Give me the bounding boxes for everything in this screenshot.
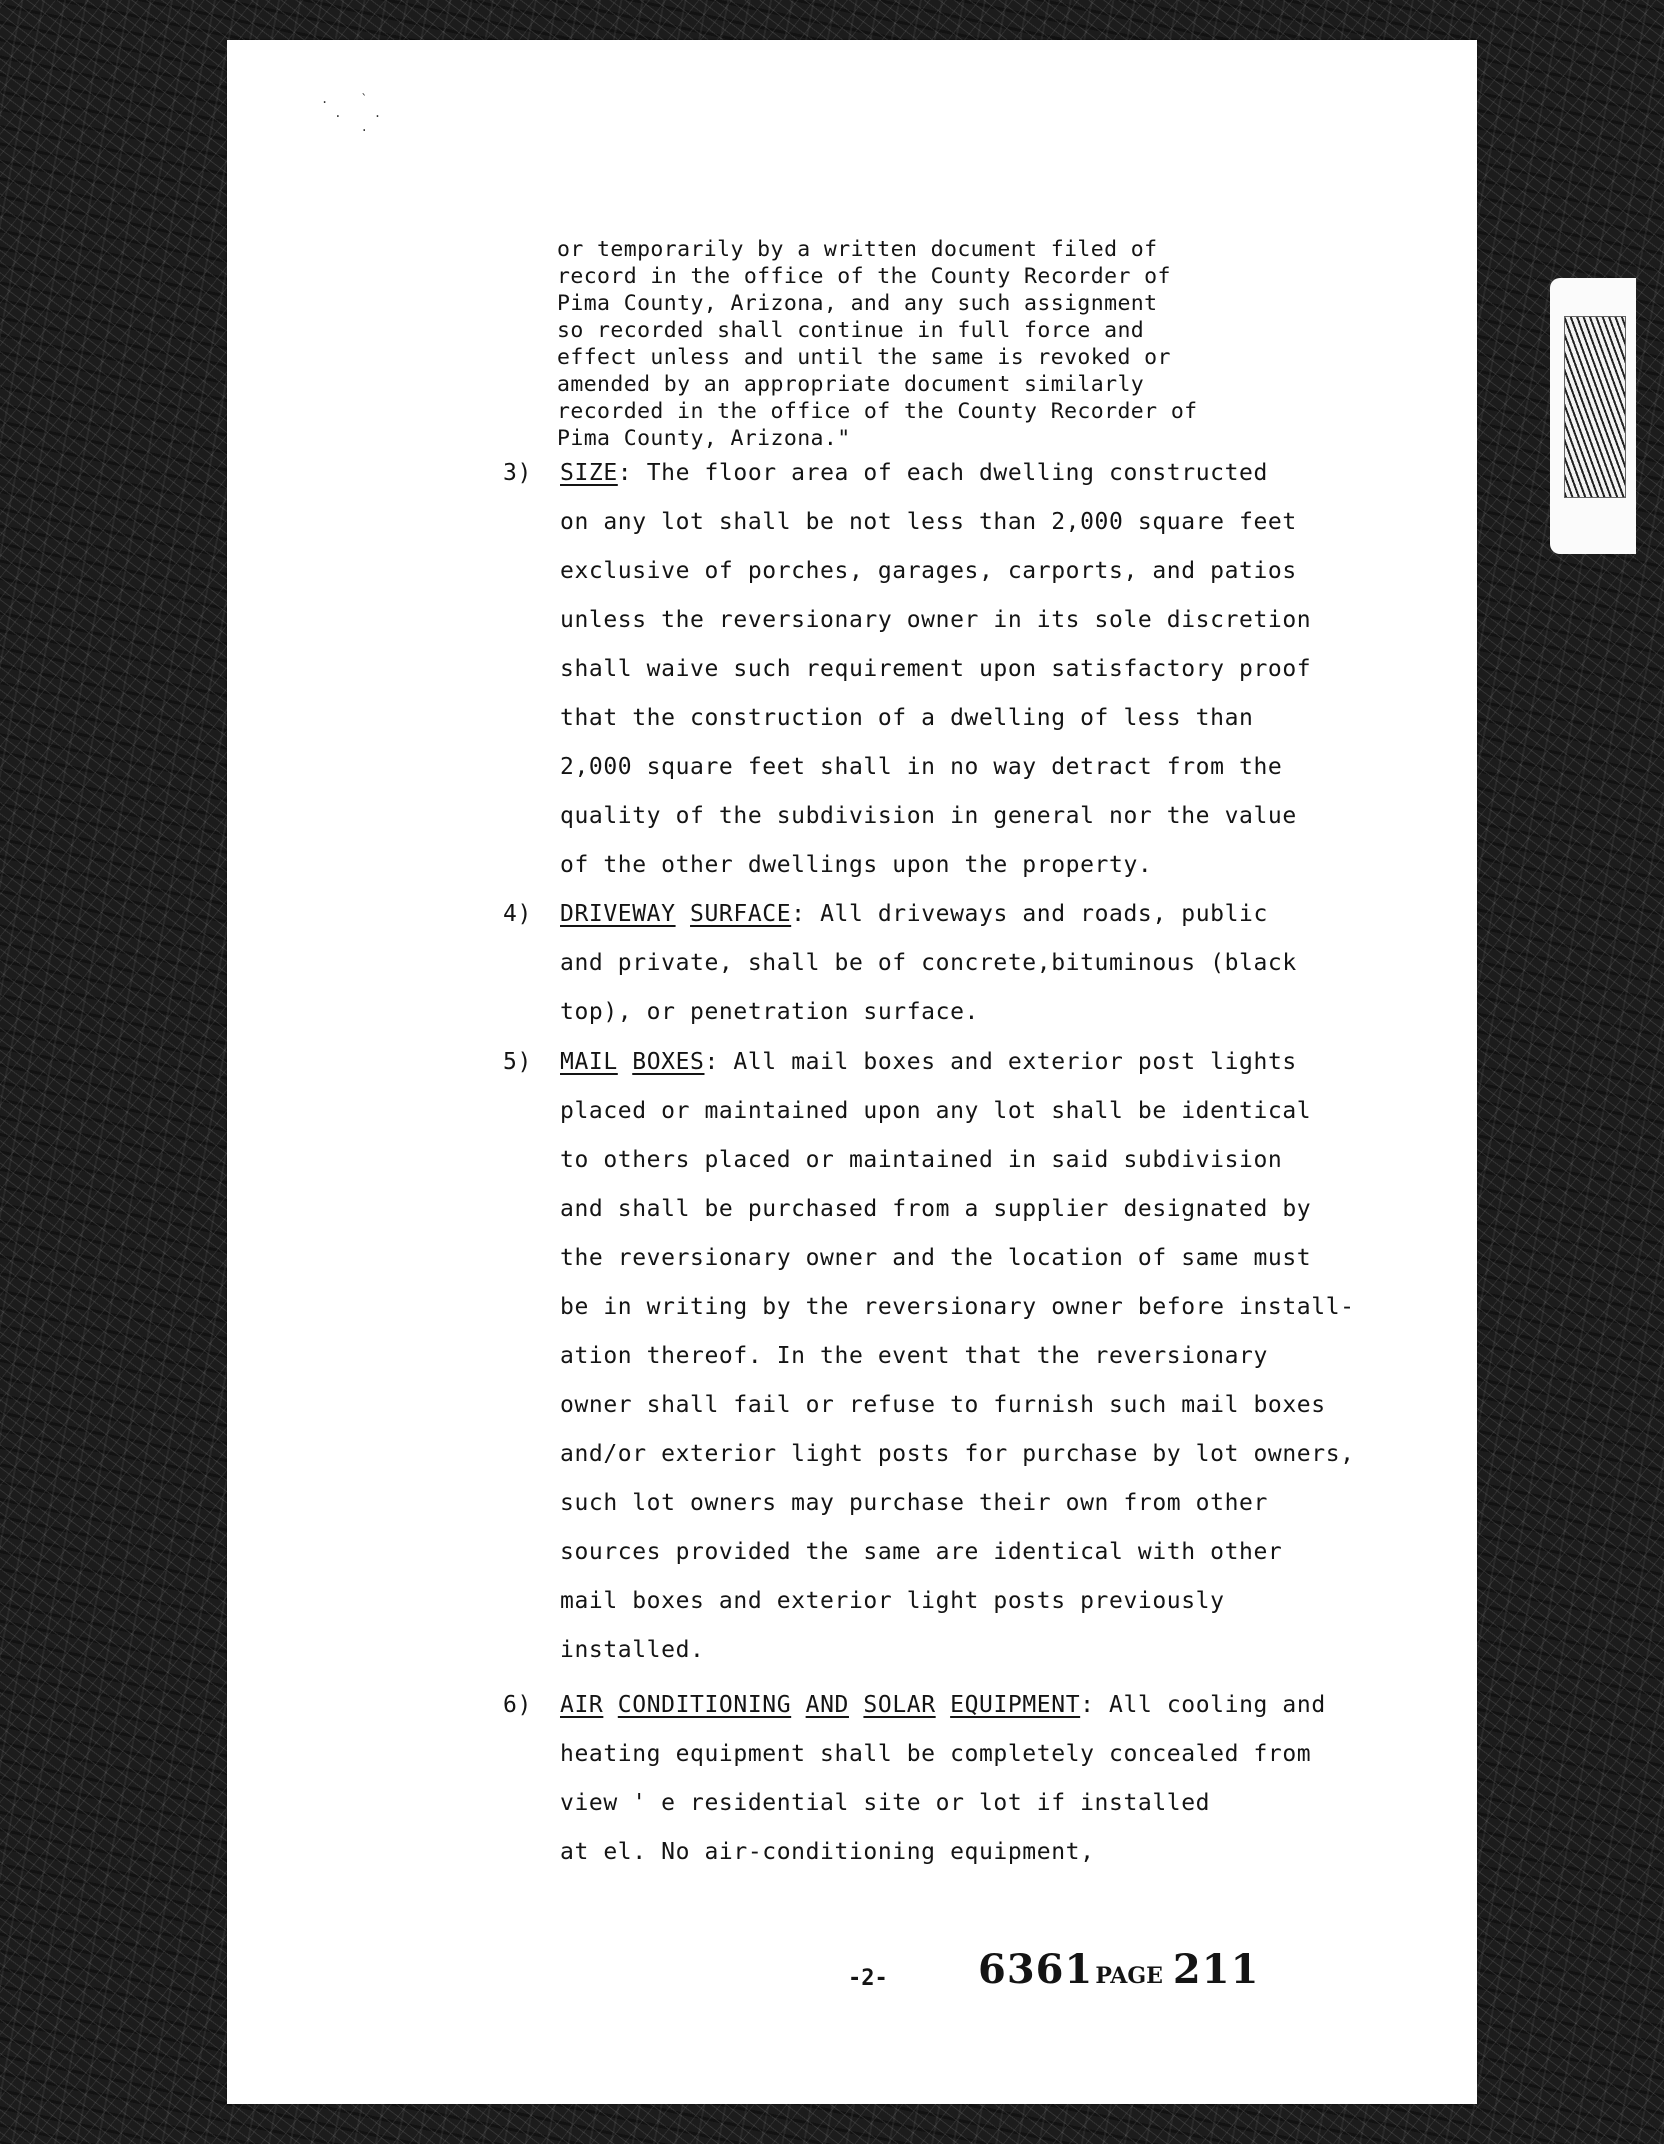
section-first-line: MAIL BOXES: All mail boxes and exterior post lights — [560, 1049, 1297, 1075]
section-line: 2,000 square feet shall in no way detract from the — [560, 754, 1283, 780]
edge-tab — [1550, 278, 1636, 554]
section-heading: BOXES — [632, 1049, 705, 1075]
section-number: 3) — [503, 460, 532, 486]
stamp-page-label: PAGE — [1095, 1963, 1163, 1989]
section-line: and private, shall be of concrete,bituminous (black — [560, 950, 1297, 976]
section-line: and/or exterior light posts for purchase by lot owners, — [560, 1441, 1355, 1467]
section-line: heating equipment shall be completely concealed from — [560, 1741, 1312, 1767]
section-line: that the construction of a dwelling of less than — [560, 705, 1254, 731]
section-heading: MAIL — [560, 1049, 618, 1075]
quoted-clause — [557, 236, 1198, 452]
section-line: on any lot shall be not less than 2,000 square feet — [560, 509, 1297, 535]
section-heading: DRIVEWAY — [560, 901, 676, 927]
quote-line: Pima County, Arizona, and any such assignment — [557, 291, 1158, 316]
scan-speckles: . ` . . . — [321, 92, 388, 134]
section-line: unless the reversionary owner in its sole discretion — [560, 607, 1312, 633]
recording-stamp — [978, 1946, 1259, 1993]
quote-line: Pima County, Arizona." — [557, 426, 851, 451]
quote-line: effect unless and until the same is revoked or — [557, 345, 1171, 370]
quote-line: recorded in the office of the County Recorder of — [557, 399, 1198, 424]
quote-line: so recorded shall continue in full force and — [557, 318, 1145, 343]
section-line: at el. No air-conditioning equipment, — [560, 1839, 1095, 1865]
section-line: view ' e residential site or lot if installed — [560, 1790, 1211, 1816]
section-line: sources provided the same are identical with other — [560, 1539, 1283, 1565]
section-line: to others placed or maintained in said subdivision — [560, 1147, 1283, 1173]
section-number: 5) — [503, 1049, 532, 1075]
quote-line: amended by an appropriate document similarly — [557, 372, 1145, 397]
quote-line: or temporarily by a written document filed of — [557, 237, 1158, 262]
section-heading: AIR — [560, 1692, 604, 1718]
section-line: shall waive such requirement upon satisfactory proof — [560, 656, 1312, 682]
section-first-line: AIR CONDITIONING AND SOLAR EQUIPMENT: All cooling and — [560, 1692, 1326, 1718]
section-line: installed. — [560, 1637, 705, 1663]
section-line: quality of the subdivision in general nor the value — [560, 803, 1297, 829]
section-line: such lot owners may purchase their own from other — [560, 1490, 1268, 1516]
section-line: exclusive of porches, garages, carports, and patios — [560, 558, 1297, 584]
section-line: and shall be purchased from a supplier designated by — [560, 1196, 1312, 1222]
section-line: owner shall fail or refuse to furnish such mail boxes — [560, 1392, 1326, 1418]
section-number: 4) — [503, 901, 532, 927]
section-heading: SIZE — [560, 460, 618, 486]
page-number: -2- — [848, 1966, 888, 1991]
quote-line: record in the office of the County Recorder of — [557, 264, 1171, 289]
section-line: the reversionary owner and the location of same must — [560, 1245, 1312, 1271]
section-heading: AND — [805, 1692, 849, 1718]
section-first-line: SIZE: The floor area of each dwelling constructed — [560, 460, 1268, 486]
stamp-page-number: 211 — [1172, 1946, 1260, 1993]
section-line: be in writing by the reversionary owner before install- — [560, 1294, 1355, 1320]
edge-tab-marking — [1564, 316, 1626, 498]
stamp-book-number: 6361 — [978, 1946, 1094, 1993]
section-line: mail boxes and exterior light posts previously — [560, 1588, 1225, 1614]
section-heading: SOLAR — [863, 1692, 936, 1718]
section-heading: CONDITIONING — [617, 1692, 792, 1718]
section-line: top), or penetration surface. — [560, 999, 979, 1025]
section-number: 6) — [503, 1692, 532, 1718]
section-heading: EQUIPMENT — [950, 1692, 1081, 1718]
section-line: placed or maintained upon any lot shall be identical — [560, 1098, 1312, 1124]
section-heading: SURFACE — [690, 901, 792, 927]
section-line: ation thereof. In the event that the reversionary — [560, 1343, 1268, 1369]
section-line: of the other dwellings upon the property. — [560, 852, 1153, 878]
section-first-line: DRIVEWAY SURFACE: All driveways and roads, public — [560, 901, 1268, 927]
